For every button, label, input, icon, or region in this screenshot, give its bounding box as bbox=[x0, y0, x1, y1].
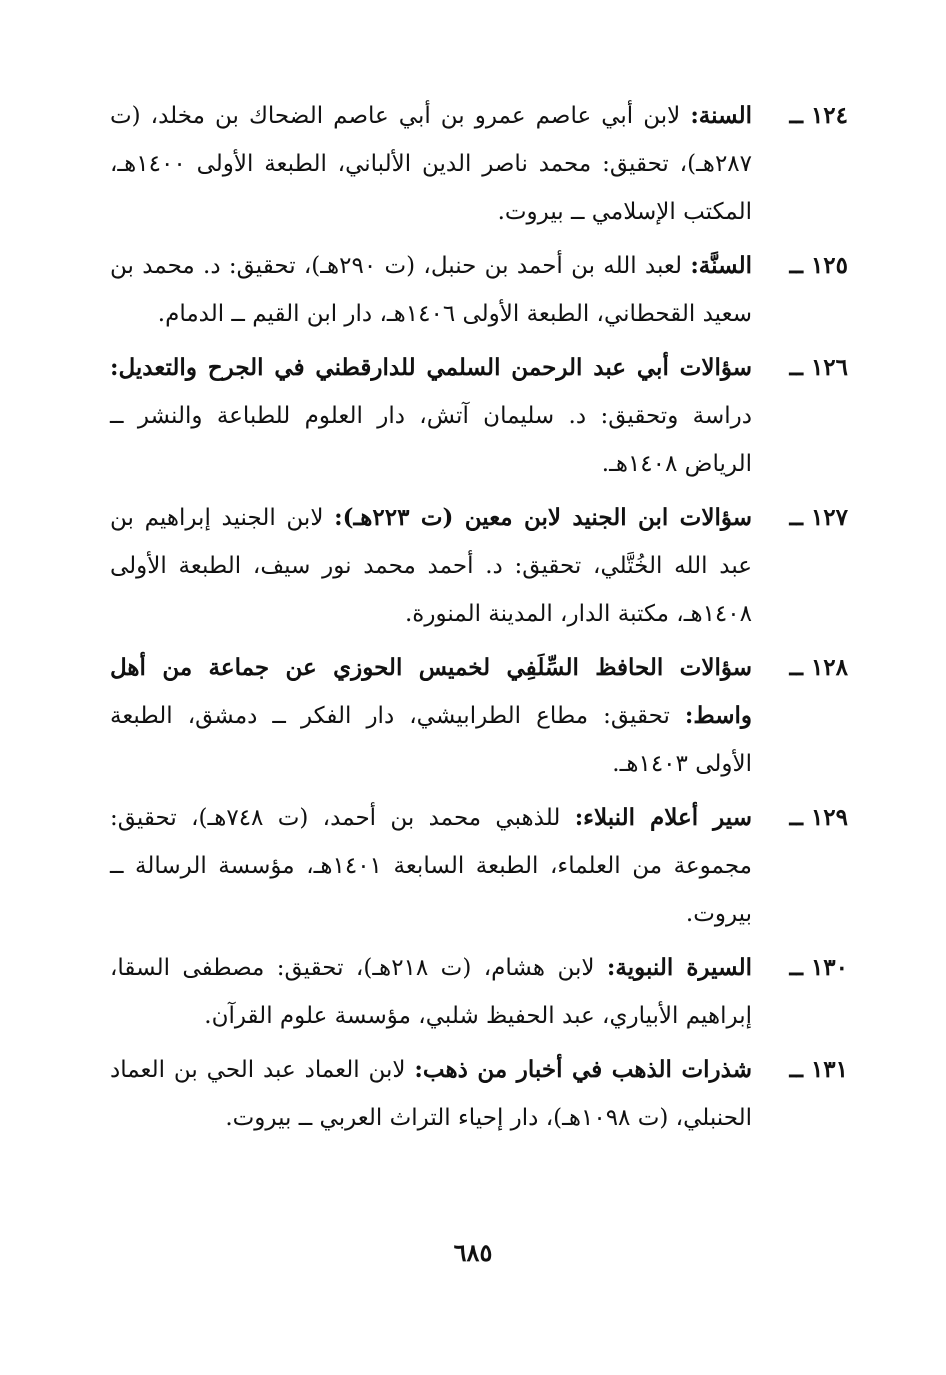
entry-details: لابن هشام، (ت ٢١٨هـ)، تحقيق: مصطفى السقا، إبراهيم الأبياري، عبد الحفيظ شلبي، مؤسسة علوم القرآن. bbox=[110, 955, 752, 1029]
bibliography-entry bbox=[110, 794, 848, 938]
entry-title: سؤالات ابن الجنيد لابن معين (ت ٢٢٣هـ): bbox=[334, 504, 752, 531]
bibliography-entry bbox=[110, 1046, 848, 1142]
entry-details: لابن الجنيد إبراهيم بن عبد الله الخُتَّلي، تحقيق: د. أحمد محمد نور سيف، الطبعة الأولى ١٤٠٨هـ، مكتبة الدار، المدينة المنورة. bbox=[110, 505, 752, 627]
entry-number: ١٢٥ ــ bbox=[789, 252, 848, 279]
entry-title: سؤالات الحافظ السِّلَفِي لخميس الحوزي عن جماعة من أهل واسط: bbox=[110, 654, 752, 729]
entry-details: لابن أبي عاصم عمرو بن أبي عاصم الضحاك بن مخلد، (ت ٢٨٧هـ)، تحقيق: محمد ناصر الدين الألباني، الطبعة الأولى ١٤٠٠هـ، المكتب الإسلامي ــ بيروت. bbox=[110, 103, 752, 225]
entry-number: ١٣٠ ــ bbox=[789, 954, 848, 981]
bibliography-entry bbox=[110, 944, 848, 1040]
entry-number: ١٢٧ ــ bbox=[789, 504, 848, 531]
entry-details: للذهبي محمد بن أحمد، (ت ٧٤٨هـ)، تحقيق: مجموعة من العلماء، الطبعة السابعة ١٤٠١هـ، مؤسسة الرسالة ــ بيروت. bbox=[110, 805, 752, 927]
entry-title: السنَّة: bbox=[690, 252, 752, 279]
entry-number: ١٢٤ ــ bbox=[789, 102, 848, 129]
entry-number: ١٢٨ ــ bbox=[789, 654, 848, 681]
bibliography-entry bbox=[110, 644, 848, 788]
entry-details: دراسة وتحقيق: د. سليمان آتش، دار العلوم للطباعة والنشر ــ الرياض ١٤٠٨هـ. bbox=[110, 403, 752, 477]
bibliography-entry bbox=[110, 92, 848, 236]
entry-title: شذرات الذهب في أخبار من ذهب: bbox=[414, 1056, 752, 1083]
bibliography-entry bbox=[110, 494, 848, 638]
entry-title: سير أعلام النبلاء: bbox=[574, 804, 752, 831]
entry-number: ١٢٦ ــ bbox=[789, 354, 848, 381]
page-number: ٦٨٥ bbox=[453, 1238, 493, 1267]
entry-title: سؤالات أبي عبد الرحمن السلمي للدارقطني في الجرح والتعديل: bbox=[110, 354, 752, 381]
entry-details: لابن العماد عبد الحي بن العماد الحنبلي، (ت ١٠٩٨هـ)، دار إحياء التراث العربي ــ بيروت. bbox=[110, 1057, 752, 1131]
entry-number: ١٢٩ ــ bbox=[789, 804, 848, 831]
entry-title: السنة: bbox=[690, 102, 752, 129]
bibliography-entry bbox=[110, 344, 848, 488]
entry-title: السيرة النبوية: bbox=[606, 954, 752, 981]
bibliography-entry bbox=[110, 242, 848, 338]
entry-number: ١٣١ ــ bbox=[789, 1056, 848, 1083]
entry-details: لعبد الله بن أحمد بن حنبل، (ت ٢٩٠هـ)، تحقيق: د. محمد بن سعيد القحطاني، الطبعة الأولى ١٤٠٦هـ، دار ابن القيم ــ الدمام. bbox=[110, 253, 752, 327]
bibliography-list bbox=[110, 92, 848, 1148]
entry-details: تحقيق: مطاع الطرابيشي، دار الفكر ــ دمشق، الطبعة الأولى ١٤٠٣هـ. bbox=[110, 703, 752, 777]
